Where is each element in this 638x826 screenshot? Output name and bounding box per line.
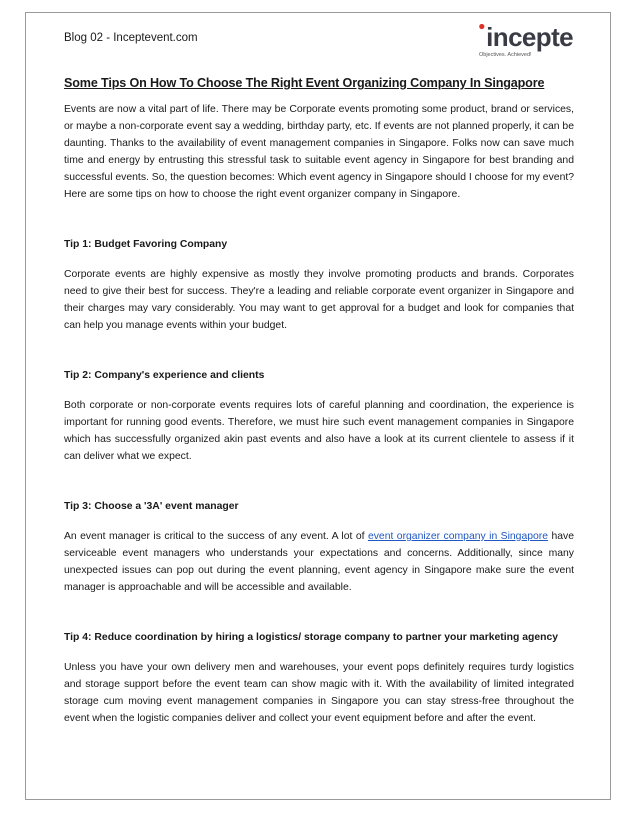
tip-1-body: Corporate events are highly expensive as mostly they involve promoting products and brands. Corporates need to give their best for success. They're a leading and reliable corporate event organizer in Singapore and their charges may vary considerably. You may want to get approval for a budget and look for companies that can help you manage events within your budget.: [64, 269, 574, 331]
incepte-logo: [478, 20, 574, 60]
tip-2-body: Both corporate or non-corporate events requires lots of careful planning and coordination, the experience is important for running good events. Therefore, we must hire such event management companies in Singapore which has successfully organized akin past events and also have a look at its current clientele to assess if it can deliver what we expect.: [64, 400, 574, 462]
tip-4-body: Unless you have your own delivery men and warehouses, your event pops definitely requires turdy logistics and storage support before the event team can show magic with it. With the availability of limited integrated storage cum moving event management companies in Singapore you can stay stress-free throughout the event when the logistic companies deliver and collect your event equipment before and after the event.: [64, 662, 574, 724]
tip-3-heading: Tip 3: Choose a '3A' event manager: [64, 501, 239, 512]
logo-text: incepte: [486, 22, 573, 52]
tip-1-heading: Tip 1: Budget Favoring Company: [64, 239, 228, 250]
tip-3-body-end: have serviceable event managers who understands your expectations and concerns. Additionally, since many unexpected issues can pop out during the event planning, event agency in Singapore make sure the event manager is approachable and will be accessible and available.: [64, 531, 574, 593]
tip-1-section: [64, 236, 574, 334]
intro-paragraph: Events are now a vital part of life. There may be Corporate events promoting some product, brand or services, or maybe a non-corporate event say a wedding, birthday party, etc. If events are not planned properly, it can be daunting. Thanks to the availability of event management companies in Singapore. Folks now can save much time and energy by entrusting this stressful task to suitable event agency in Singapore for best branding and successful events. So, the question becomes: Which event agency in Singapore should I choose for my event? Here are some tips on how to choose the right event organizer company in Singapore.: [64, 104, 575, 200]
tip-2-heading: Tip 2: Company's experience and clients: [64, 370, 265, 381]
event-organizer-link[interactable]: event organizer company in Singapore: [367, 531, 549, 542]
tip-3-body: [64, 528, 574, 596]
logo-tagline: Objectives. Achieved!: [479, 52, 532, 58]
page-title: Some Tips On How To Choose The Right Event Organizing Company In Singapore: [64, 76, 545, 90]
tip-4-heading: Tip 4: Reduce coordination by hiring a logistics/ storage company to partner your marketing agency: [64, 632, 559, 643]
header-label: Blog 02 - Inceptevent.com: [64, 32, 198, 44]
tip-3-section: [64, 498, 574, 596]
tip-3-body-start: An event manager is critical to the success of any event. A lot of: [64, 531, 368, 542]
tip-4-section: [64, 629, 574, 727]
logo-dot: [479, 24, 484, 29]
page-header: [64, 20, 574, 64]
document-body: [64, 20, 574, 727]
tip-2-section: [64, 367, 574, 465]
